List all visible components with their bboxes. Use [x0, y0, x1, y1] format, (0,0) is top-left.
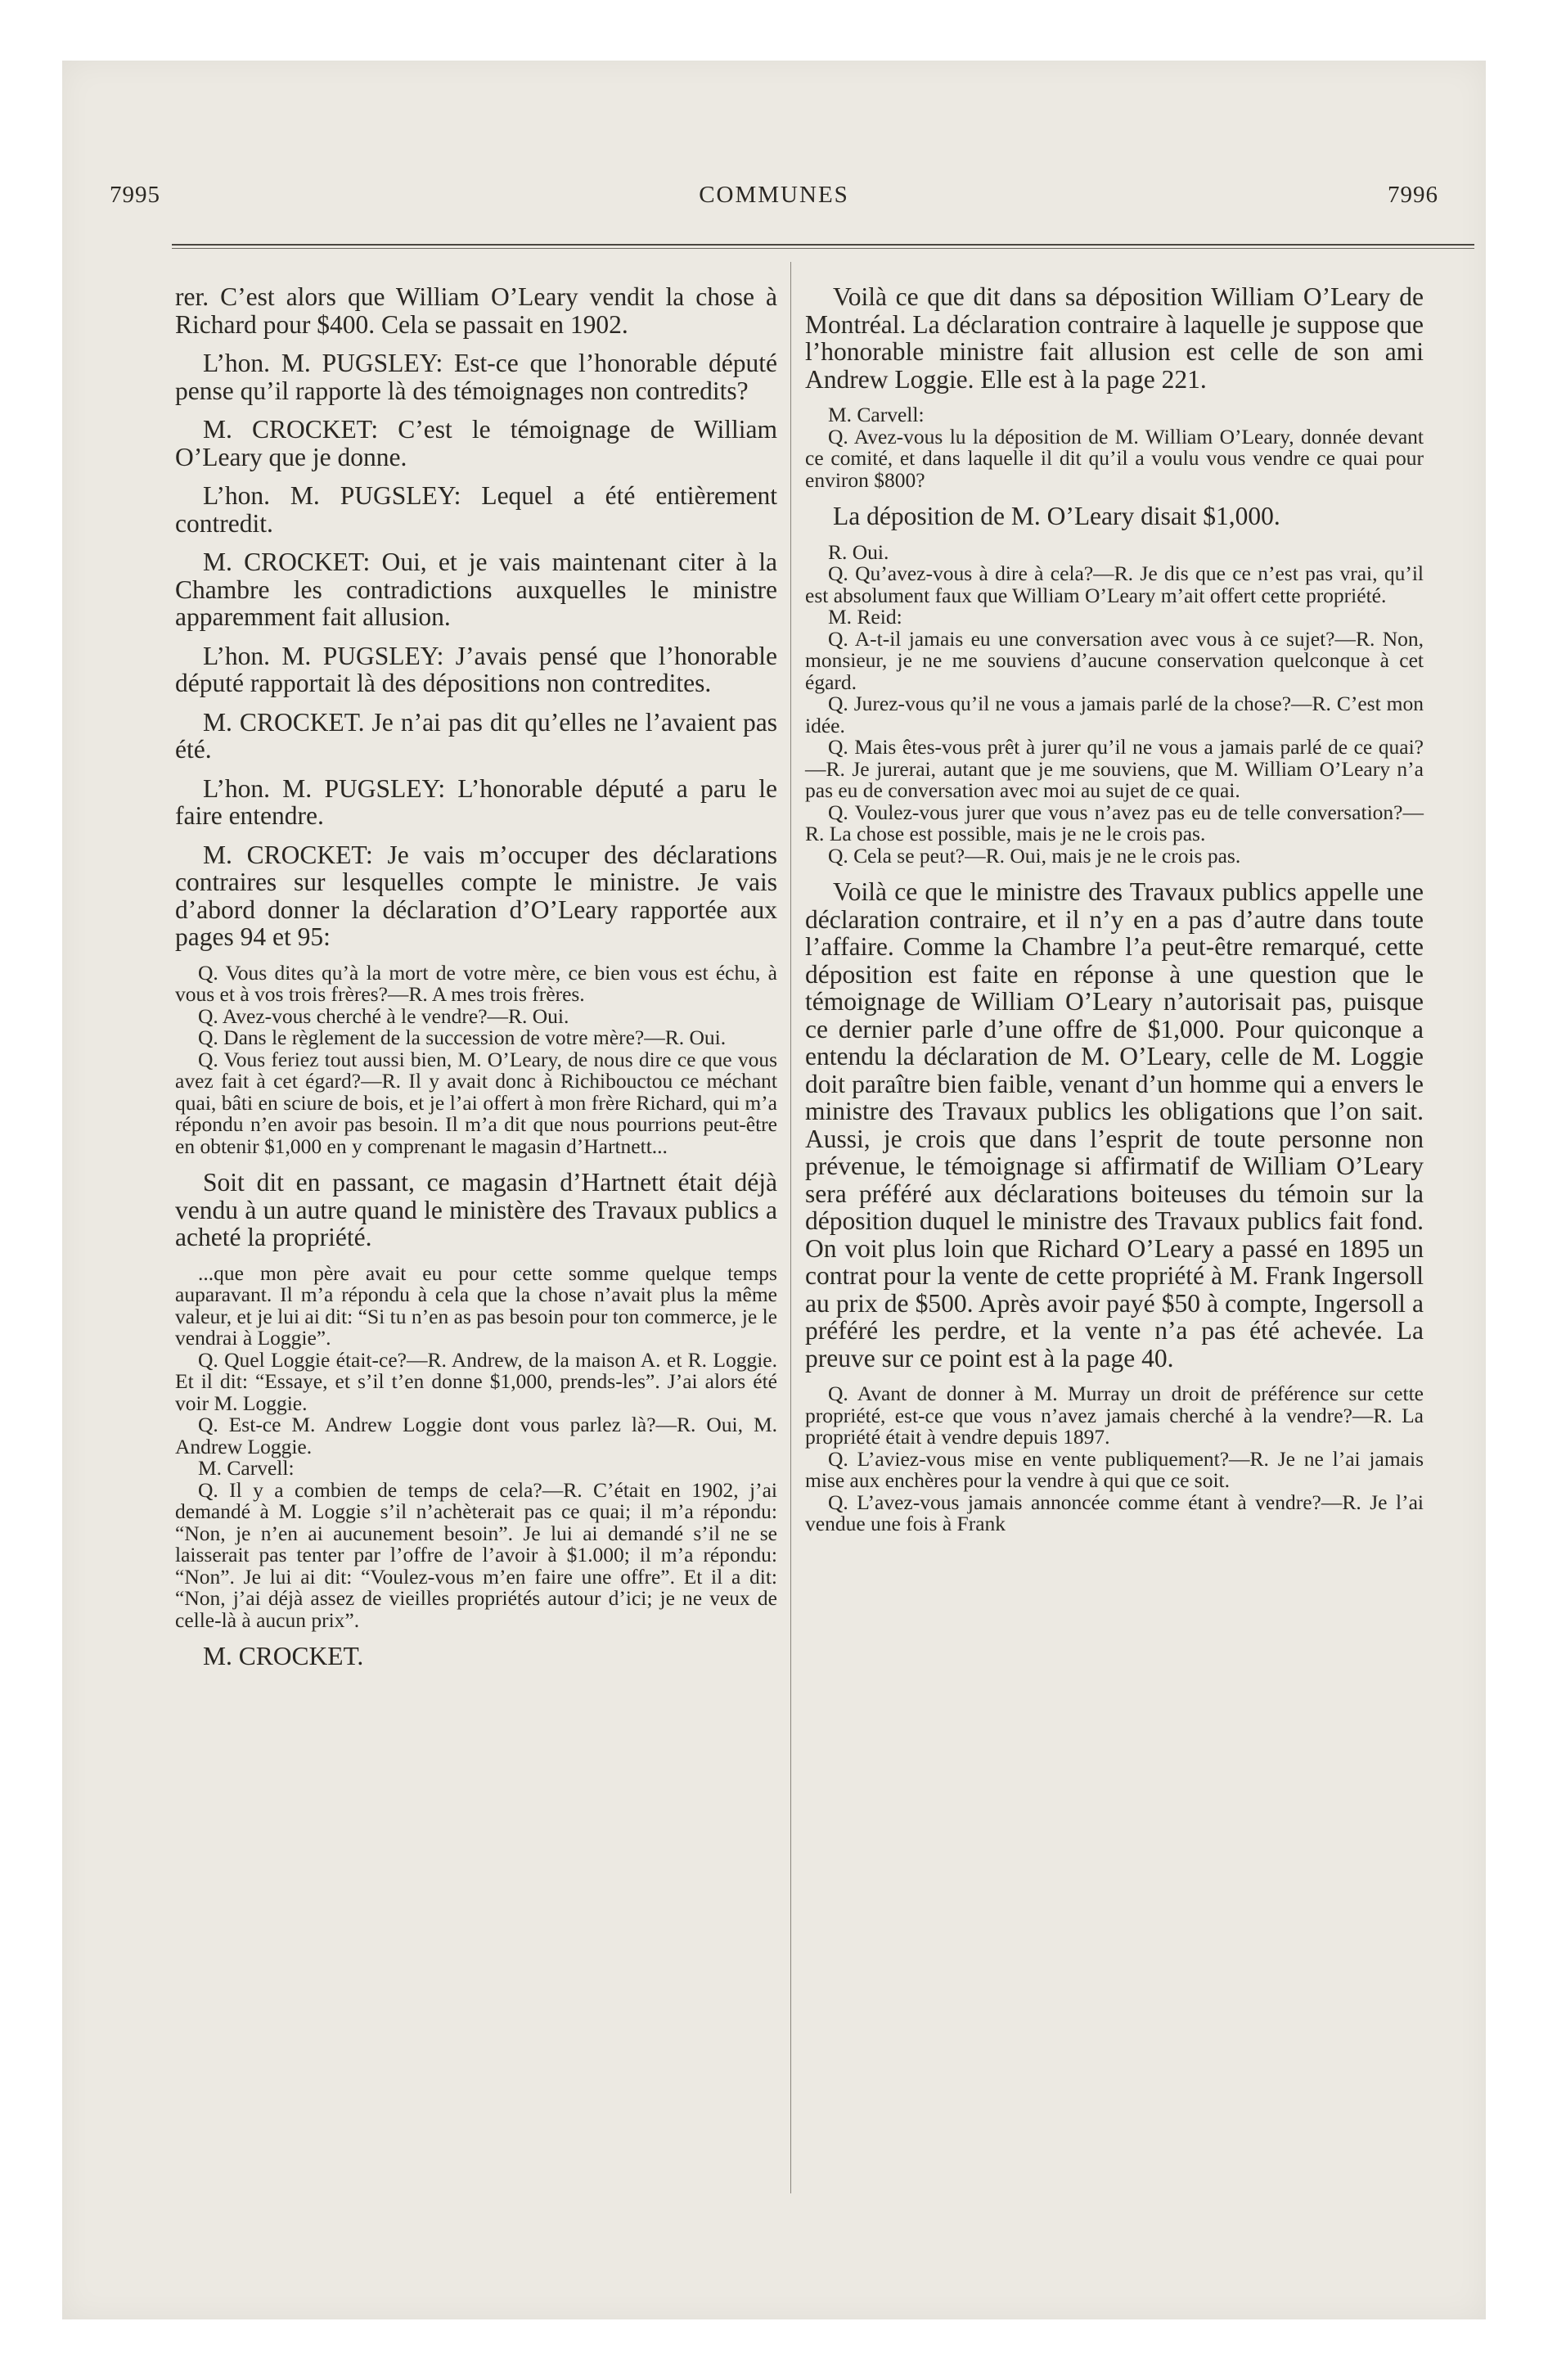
paragraph: M. CROCKET: Je vais m’occuper des déclarations contraires sur lesquelles compte le ministre. Je vais d’abord donner la déclaration d’O’Leary rapportée aux pages 94 et 95:	[175, 840, 777, 951]
quoted-testimony: Q. Vous feriez tout aussi bien, M. O’Leary, de nous dire ce que vous avez fait à cet égard?—R. Il y avait donc à Richibouctou ce méchant quai, bâti en sciure de bois, et je l’ai offert à mon frère Richard, qui m’a répondu n’en avoir pas besoin. Il m’a dit que nous pourrions peut-être en obtenir $1,000 en y comprenant le magasin d’Hartnett...	[175, 1047, 777, 1158]
paragraph: L’hon. M. PUGSLEY: Est-ce que l’honorable député pense qu’il rapporte là des témoignages non contredits?	[175, 349, 777, 405]
paragraph: L’hon. M. PUGSLEY: J’avais pensé que l’honorable député rapportait là des dépositions non contredites.	[175, 641, 777, 697]
quoted-testimony: Q. L’avez-vous jamais annoncée comme étant à vendre?—R. Je l’ai vendue une fois à Frank	[805, 1490, 1424, 1535]
quoted-testimony: Q. Mais êtes-vous prêt à jurer qu’il ne vous a jamais parlé de ce quai?—R. Je jurerai, autant que je me souviens, que M. William O’Leary n’a pas eu de conversation avec moi au sujet de ce quai.	[805, 735, 1424, 802]
speaker-label: M. CROCKET.	[203, 1642, 364, 1670]
speaker-label: M. Carvell:	[198, 1456, 295, 1480]
page-number-right: 7996	[1388, 182, 1438, 208]
paragraph: Voilà ce que le ministre des Travaux publics appelle une déclaration contraire, et il n’y en a pas d’autre dans toute l’affaire. Comme la Chambre l’a peut-être remarqué, cette déposition est faite en réponse à une question que le témoignage de William O’Leary n’autorisait pas, puisque ce dernier parle d’une offre de $1,000. Pour quiconque a entendu la déclaration de M. O’Leary, celle de M. Loggie doit paraître bien faible, venant d’un homme qui a envers le ministre des Travaux publics les obligations que l’on sait. Aussi, je crois que dans l’esprit de toute personne non prévenue, le témoignage si affirmatif de William O’Leary sera préféré aux déclarations boiteuses du témoin sur la déposition duquel le ministre des Travaux publics fait fond. On voit plus loin que Richard O’Leary a passé en 1895 un contrat pour la vente de cette propriété à M. Frank Ingersoll au prix de $500. Après avoir payé $50 à compte, Ingersoll a préféré les perdre, et la vente n’a pas été achevée. La preuve sur ce point est à la page 40.	[805, 877, 1424, 1373]
quoted-testimony: Q. Jurez-vous qu’il ne vous a jamais parlé de la chose?—R. C’est mon idée.	[805, 692, 1424, 737]
paragraph: M. CROCKET: Oui, et je vais maintenant citer à la Chambre les contradictions auxquelles le ministre apparemment fait allusion.	[175, 548, 777, 631]
paragraph: La déposition de M. O’Leary disait $1,000.	[833, 502, 1280, 530]
paragraph: M. CROCKET: C’est le témoignage de William O’Leary que je donne.	[175, 415, 777, 471]
paragraph: L’hon. M. PUGSLEY: L’honorable député a paru le faire entendre.	[175, 773, 777, 830]
paragraph: M. CROCKET. Je n’ai pas dit qu’elles ne l’avaient pas été.	[175, 707, 777, 764]
quoted-testimony: R. Oui.	[828, 539, 889, 564]
quoted-testimony: Q. L’aviez-vous mise en vente publiquement?—R. Je ne l’ai jamais mise aux enchères pour la vendre à qui que ce soit.	[805, 1446, 1424, 1492]
column-divider	[790, 262, 791, 2193]
speaker-label: M. Carvell:	[828, 403, 925, 426]
page-number-left: 7995	[110, 182, 160, 208]
paragraph: Soit dit en passant, ce magasin d’Hartnett était déjà vendu à un autre quand le ministère des Travaux publics a acheté la propriété.	[175, 1168, 777, 1251]
quoted-testimony: Q. Cela se peut?—R. Oui, mais je ne le crois pas.	[828, 843, 1241, 868]
left-column	[175, 283, 777, 1682]
right-column	[805, 283, 1424, 1535]
running-title: COMMUNES	[699, 182, 849, 208]
quoted-testimony: Q. Il y a combien de temps de cela?—R. C’était en 1902, j’ai demandé à M. Loggie s’il n’achèterait pas ce quai; il m’a répondu: “Non, je n’en ai aucunement besoin”. Je lui ai demandé s’il ne se laisserait pas tenter par l’offre de l’avoir à $1.000; il m’a répondu: “Non”. Je lui ai dit: “Voulez-vous m’en faire une offre”. Et il a dit: “Non, j’ai déjà assez de vieilles propriétés autour d’ici; je ne veux de celle-là à aucun prix”.	[175, 1477, 777, 1632]
quoted-testimony: Q. Voulez-vous jurer que vous n’avez pas eu de telle conversation?—R. La chose est possible, mais je ne le crois pas.	[805, 800, 1424, 845]
quoted-testimony: Q. Avez-vous lu la déposition de M. William O’Leary, donnée devant ce comité, et dans laquelle il dit qu’il a voulu vous vendre ce quai pour environ $800?	[805, 424, 1424, 492]
quoted-testimony: Q. Qu’avez-vous à dire à cela?—R. Je dis que ce n’est pas vrai, qu’il est absolument faux que William O’Leary m’ait offert cette propriété.	[805, 561, 1424, 607]
header-rule	[172, 244, 1474, 249]
quoted-testimony: Q. Avez-vous cherché à le vendre?—R. Oui.	[198, 1003, 569, 1028]
paragraph: rer. C’est alors que William O’Leary vendit la chose à Richard pour $400. Cela se passait en 1902.	[175, 282, 777, 339]
quoted-testimony: Q. Dans le règlement de la succession de votre mère?—R. Oui.	[198, 1025, 727, 1049]
quoted-testimony: Q. Quel Loggie était-ce?—R. Andrew, de la maison A. et R. Loggie. Et il dit: “Essaye, et s’il t’en donne $1,000, prends-les”. J’ai alors été voir M. Loggie.	[175, 1347, 777, 1415]
quoted-testimony: Q. Est-ce M. Andrew Loggie dont vous parlez là?—R. Oui, M. Andrew Loggie.	[175, 1413, 777, 1458]
paragraph: L’hon. M. PUGSLEY: Lequel a été entièrement contredit.	[175, 481, 777, 538]
quoted-testimony: ...que mon père avait eu pour cette somme quelque temps auparavant. Il m’a répondu à cela que la chose n’avait plus la même valeur, et je lui ai dit: “Si tu n’en as pas besoin pour ton commerce, je le vendrai à Loggie”.	[175, 1260, 777, 1350]
quoted-testimony: Q. A-t-il jamais eu une conversation avec vous à ce sujet?—R. Non, monsieur, je ne me souviens d’aucune conservation quelconque à cet égard.	[805, 626, 1424, 694]
paragraph: Voilà ce que dit dans sa déposition William O’Leary de Montréal. La déclaration contraire à laquelle je suppose que l’honorable ministre fait allusion est celle de son ami Andrew Loggie. Elle est à la page 221.	[805, 282, 1424, 394]
quoted-testimony: Q. Vous dites qu’à la mort de votre mère, ce bien vous est échu, à vous et à vos trois frères?—R. A mes trois frères.	[175, 960, 777, 1006]
speaker-label: M. Reid:	[828, 605, 902, 629]
quoted-testimony: Q. Avant de donner à M. Murray un droit de préférence sur cette propriété, est-ce que vous n’avez jamais cherché à la vendre?—R. La propriété était à vendre depuis 1897.	[805, 1382, 1424, 1449]
page-header	[110, 182, 1438, 214]
